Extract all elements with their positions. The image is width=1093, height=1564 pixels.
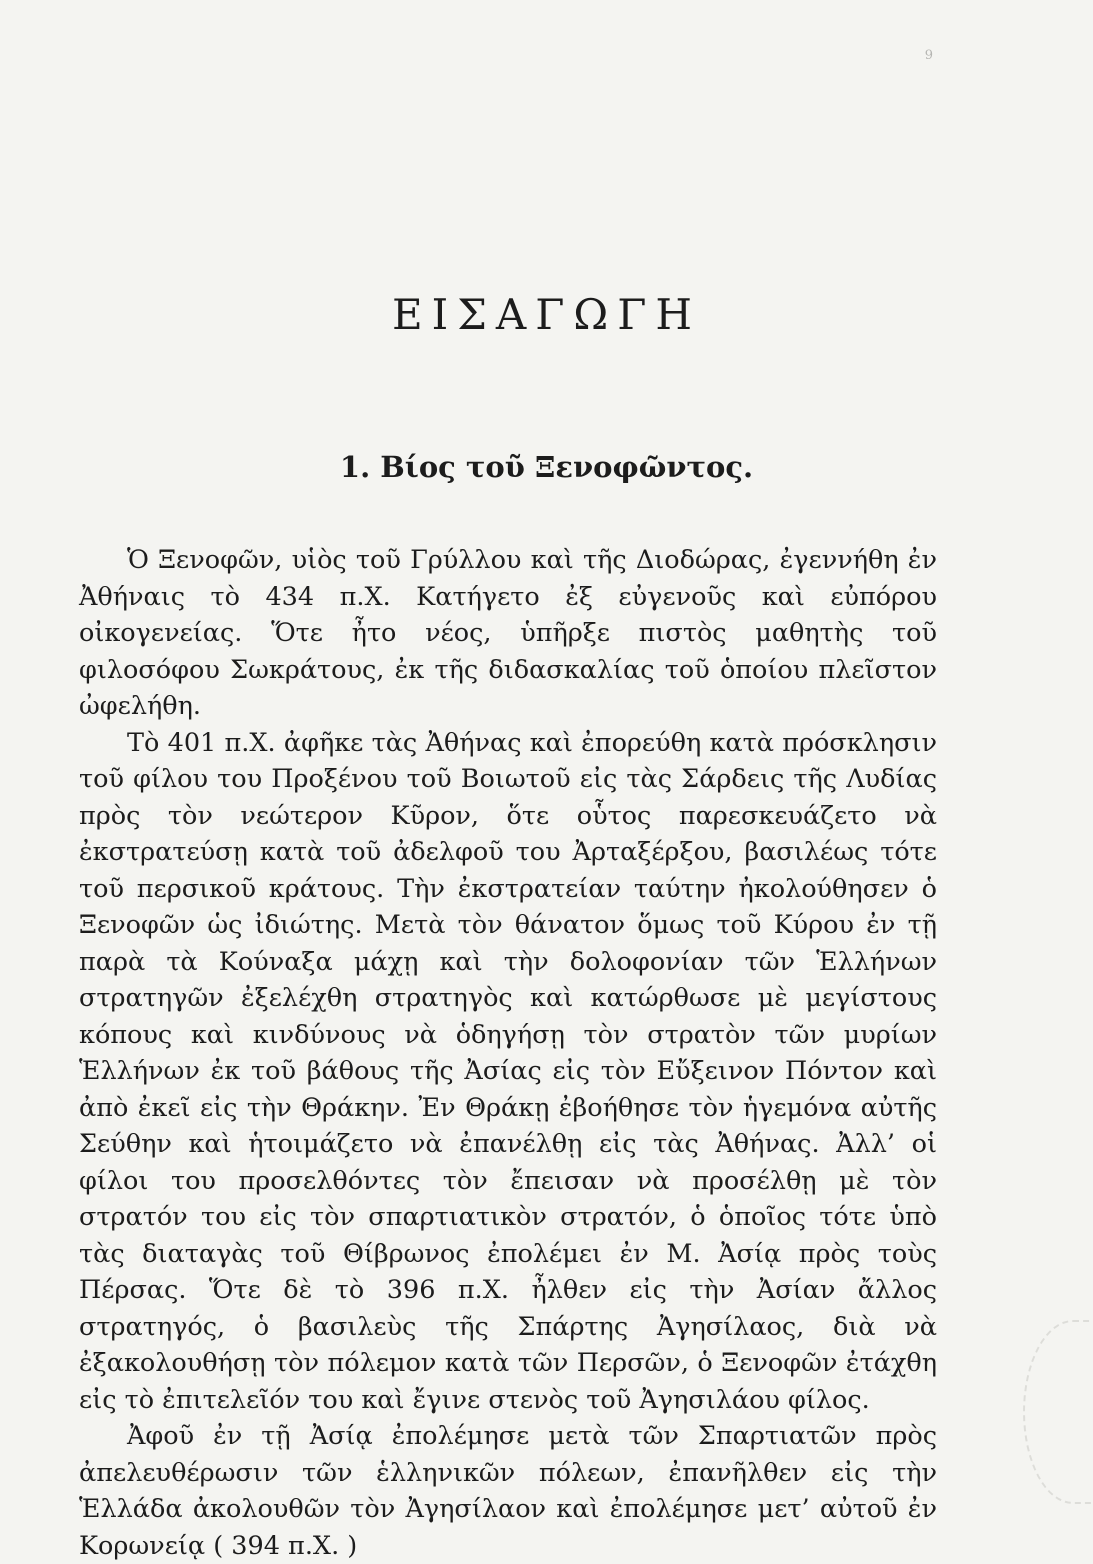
library-stamp: [1023, 1320, 1093, 1504]
page-number: 9: [924, 48, 933, 63]
paragraph-1: Ὁ Ξενοφῶν, υἱὸς τοῦ Γρύλλου καὶ τῆς Διοδώρας, ἐγεννήθη ἐν Ἀθήναις τὸ 434 π.Χ. Κατήγετο ἐξ εὐγενοῦς καὶ εὐπόρου οἰκογενείας. Ὅτε ἦτο νέος, ὑπῆρξε πιστὸς μαθητὴς τοῦ φιλοσόφου Σωκράτους, ἐκ τῆς διδασκαλίας τοῦ ὁποίου πλεῖστον ὠφελήθη.: [79, 545, 937, 721]
chapter-title: ΕΙΣΑΓΩΓΗ: [391, 290, 701, 339]
paragraph-2: Τὸ 401 π.Χ. ἀφῆκε τὰς Ἀθήνας καὶ ἐπορεύθη κατὰ πρόσκλησιν τοῦ φίλου του Προξένου τοῦ Βοιωτοῦ εἰς τὰς Σάρδεις τῆς Λυδίας πρὸς τὸν νεώτερον Κῦρον, ὅτε οὗτος παρεσκευάζετο νὰ ἐκστρατεύσῃ κατὰ τοῦ ἀδελφοῦ του Ἀρταξέρξου, βασιλέως τότε τοῦ περσικοῦ κράτους. Τὴν ἐκστρατείαν ταύτην ἠκολούθησεν ὁ Ξενοφῶν ὡς ἰδιώτης. Μετὰ τὸν θάνατον ὅμως τοῦ Κύρου ἐν τῇ παρὰ τὰ Κούναξα μάχῃ καὶ τὴν δολοφονίαν τῶν Ἑλλήνων στρατηγῶν ἐξελέχθη στρατηγὸς καὶ κατώρθωσε μὲ μεγίστους κόπους καὶ κινδύνους νὰ ὁδηγήσῃ τὸν στρατὸν τῶν μυρίων Ἑλλήνων ἐκ τοῦ βάθους τῆς Ἀσίας εἰς τὸν Εὔξεινον Πόντον καὶ ἀπὸ ἐκεῖ εἰς τὴν Θράκην. Ἐν Θράκῃ ἐβοήθησε τὸν ἡγεμόνα αὐτῆς Σεύθην καὶ ἡτοιμάζετο νὰ ἐπανέλθῃ εἰς τὰς Ἀθήνας. Ἀλλ’ οἱ φίλοι του προσελθόντες τὸν ἔπεισαν νὰ προσέλθῃ μὲ τὸν στρατόν του εἰς τὸν σπαρτιατικὸν στρατόν, ὁ ὁποῖος τότε ὑπὸ τὰς διαταγὰς τοῦ Θίβρωνος ἐπολέμει ἐν Μ. Ἀσίᾳ πρὸς τοὺς Πέρσας. Ὅτε δὲ τὸ 396 π.Χ. ἦλθεν εἰς τὴν Ἀσίαν ἄλλος στρατηγός, ὁ βασιλεὺς τῆς Σπάρτης Ἀγησίλαος, διὰ νὰ ἐξακολουθήσῃ τὸν πόλεμον κατὰ τῶν Περσῶν, ὁ Ξενοφῶν ἐτάχθη εἰς τὸ ἐπιτελεῖόν του καὶ ἔγινε στενὸς τοῦ Ἀγησιλάου φίλος.: [79, 727, 937, 1415]
section-title: 1. Βίος τοῦ Ξενοφῶντος.: [339, 450, 754, 484]
paragraph-3: Ἀφοῦ ἐν τῇ Ἀσίᾳ ἐπολέμησε μετὰ τῶν Σπαρτιατῶν πρὸς ἀπελευθέρωσιν τῶν ἑλληνικῶν πόλεων, ἐπανῆλθεν εἰς τὴν Ἑλλάδα ἀκολουθῶν τὸν Ἀγησίλαον καὶ ἐπολέμησε μετ’ αὐτοῦ ἐν Κορωνείᾳ ( 394 π.Χ. ): [79, 1421, 937, 1561]
body-text: [79, 542, 937, 1564]
